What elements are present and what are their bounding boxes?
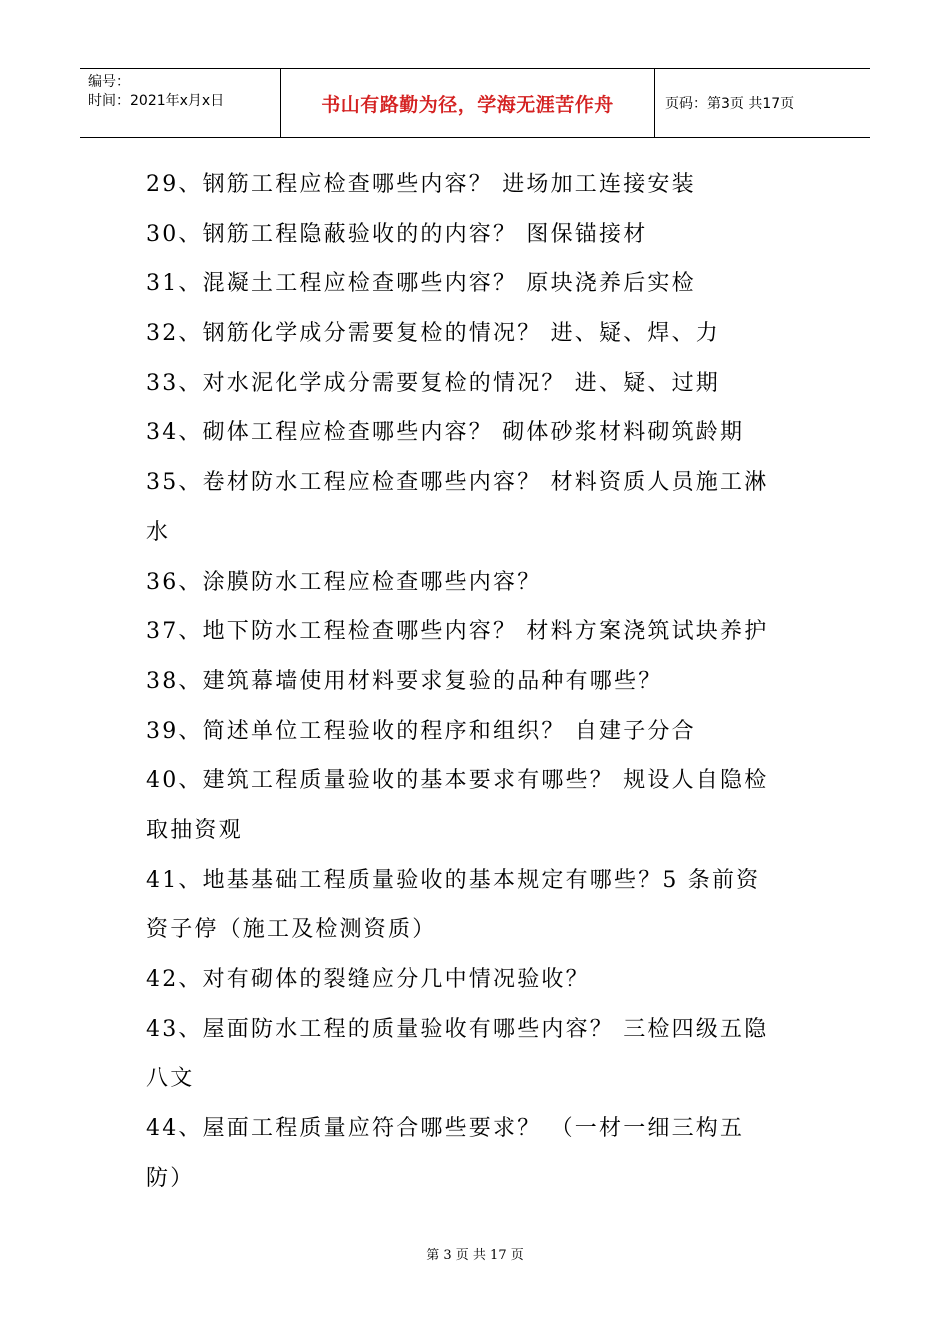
text-line: 32、钢筋化学成分需要复检的情况？ 进、疑、焊、力: [146, 321, 720, 347]
page-header: [80, 68, 870, 138]
text-line: 水: [146, 519, 171, 545]
text-line: 37、地下防水工程检查哪些内容？ 材料方案浇筑试块养护: [146, 619, 769, 645]
date-label: 时间：2021年x月x日: [88, 93, 225, 109]
text-line: 29、钢筋工程应检查哪些内容？ 进场加工连接安装: [146, 172, 696, 197]
text-line: 41、地基基础工程质量验收的基本规定有哪些？5 条前资: [146, 867, 761, 893]
text-line: 防）: [146, 1165, 195, 1191]
text-line: 30、钢筋工程隐蔽验收的的内容？ 图保锚接材: [146, 221, 648, 247]
header-motto: 书山有路勤为径，学海无涯苦作舟: [281, 69, 655, 137]
header-meta: [80, 69, 281, 137]
text-line: 33、对水泥化学成分需要复检的情况？ 进、疑、过期: [146, 370, 720, 396]
text-line: 八文: [146, 1066, 195, 1092]
text-line: 43、屋面防水工程的质量验收有哪些内容？ 三检四级五隐: [146, 1016, 769, 1042]
text-line: 39、简述单位工程验收的程序和组织？ 自建子分合: [146, 718, 696, 744]
text-line: 取抽资观: [146, 817, 243, 843]
text-line: 35、卷材防水工程应检查哪些内容？ 材料资质人员施工淋: [146, 470, 769, 496]
text-line: 38、建筑幕墙使用材料要求复验的品种有哪些？: [146, 668, 663, 694]
text-line: 36、涂膜防水工程应检查哪些内容？: [146, 569, 542, 595]
text-line: 40、建筑工程质量验收的基本要求有哪些？ 规设人自隐检: [146, 768, 769, 794]
page-footer: 第 3 页 共 17 页: [426, 1248, 524, 1263]
header-page-info: 页码：第3页 共17页: [665, 96, 795, 112]
text-line: 44、屋面工程质量应符合哪些要求？ （一材一细三构五: [146, 1116, 745, 1142]
text-line: 资子停（施工及检测资质）: [146, 917, 437, 943]
text-line: 34、砌体工程应检查哪些内容？ 砌体砂浆材料砌筑龄期: [146, 420, 745, 446]
text-line: 42、对有砌体的裂缝应分几中情况验收？: [146, 967, 590, 992]
text-line: 31、混凝土工程应检查哪些内容？ 原块浇养后实检: [146, 271, 696, 297]
number-label: 编号：: [88, 74, 130, 90]
document-body: [146, 160, 806, 1203]
